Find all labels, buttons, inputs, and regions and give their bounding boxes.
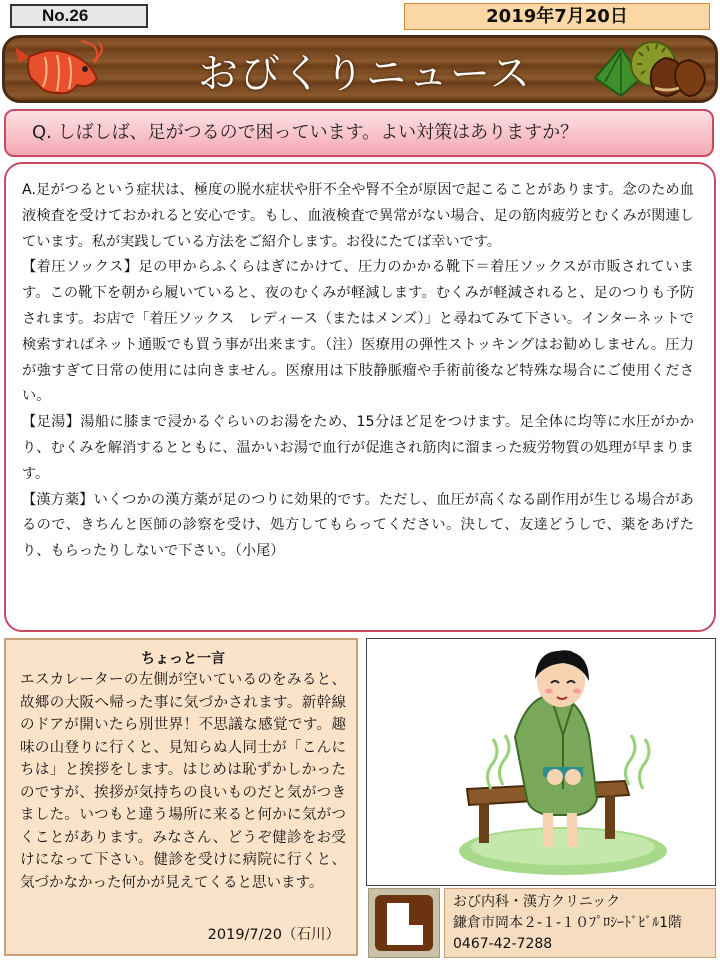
clinic-phone: 0467-42-7288	[453, 936, 553, 952]
answer-footbath	[22, 410, 694, 487]
essay-signature: 2019/7/20（石川）	[204, 924, 340, 946]
footbath-label: 【足湯】	[22, 414, 81, 431]
question-box: Q. しばしば、足がつるので困っています。よい対策はありますか？	[4, 109, 714, 157]
answer-kampo	[22, 488, 694, 565]
kampo-text: いくつかの漢方薬が足のつりに効果的です。ただし、血圧が高くなる副作用が生じる場合があるので、きちんと医師の診察を受け、処方してもらってください。決して、友達どうしで、薬をあげたり、もらったりしないで下さい。（小尾）	[22, 491, 694, 560]
clinic-address: 鎌倉市岡本２-１-１０ﾌﾟﾛｼｰﾄﾞﾋﾞﾙ1階	[453, 915, 683, 931]
issue-number: No.26	[10, 4, 148, 28]
title-banner	[2, 35, 718, 103]
issue-date: 2019年7月20日	[404, 3, 710, 30]
clinic-name: おび内科・漢方クリニック	[453, 894, 621, 910]
newsletter-title: おびくりニュース	[198, 51, 532, 97]
socks-text: 足の甲からふくらはぎにかけて、圧力のかかる靴下＝着圧ソックスが市販されています。この靴下を朝から履いていると、夜のむくみが軽減します。むくみが軽減されると、足のつりも予防されます。お店で「着圧ソックス レディース（またはメンズ）」と尋ねてみて下さい。インターネットで検索すればネット通販でも買う事が出来ます。（注）医療用の弾性ストッキングはお勧めしません。圧力が強すぎて日常の使用には向きません。医療用は下肢静脈瘤や手術前後など特殊な場合にご使用ください。	[22, 259, 694, 405]
footbath-text: 湯船に膝まで浸かるぐらいのお湯をため、15分ほど足をつけます。足全体に均等に水圧がかかり、むくみを解消するとともに、温かいお湯で血行が促進され筋肉に溜まった疲労物質の処理が早まります。	[22, 414, 694, 482]
answer-box	[4, 162, 716, 632]
answer-socks	[22, 255, 694, 410]
clinic-logo-icon	[369, 889, 439, 957]
essay-body: エスカレーターの左側が空いているのをみると、故郷の大阪へ帰った事に気づかされます。新幹線のドアが開いたら別世界！不思議な感覚です。趣味の山登りに行くと、見知らぬ人同士が「こんにちは」と挨拶をします。はじめは恥ずかしかったのですが、挨拶が気持ちの良いものだと気がつきました。いつもと違う場所に来ると何かに気がつくことがあります。みなさん、どうぞ健診をお受けになって下さい。健診を受けに病院に行くと、気づかなかった何かが見えてくると思います。	[20, 672, 346, 891]
clinic-logo	[368, 888, 440, 958]
kampo-label: 【漢方薬】	[22, 491, 94, 508]
footbath-illustration	[366, 638, 716, 886]
essay-title: ちょっと一言	[141, 651, 225, 667]
essay-box	[4, 638, 358, 956]
socks-label: 【着圧ソックス】	[22, 259, 139, 276]
answer-intro: A.足がつるという症状は、極度の脱水症状や肝不全や腎不全が原因で起こることがあります。念のため血液検査を受けておかれると安心です。もし、血液検査で異常がない場合、足の筋肉疲労とむくみが関連しています。私が実践している方法をご紹介します。お役にたてば幸いです。	[22, 182, 694, 250]
chestnut-icon	[591, 38, 709, 102]
shrimp-icon	[11, 39, 106, 101]
clinic-info	[444, 888, 716, 958]
woman-footbath-icon	[367, 639, 715, 885]
